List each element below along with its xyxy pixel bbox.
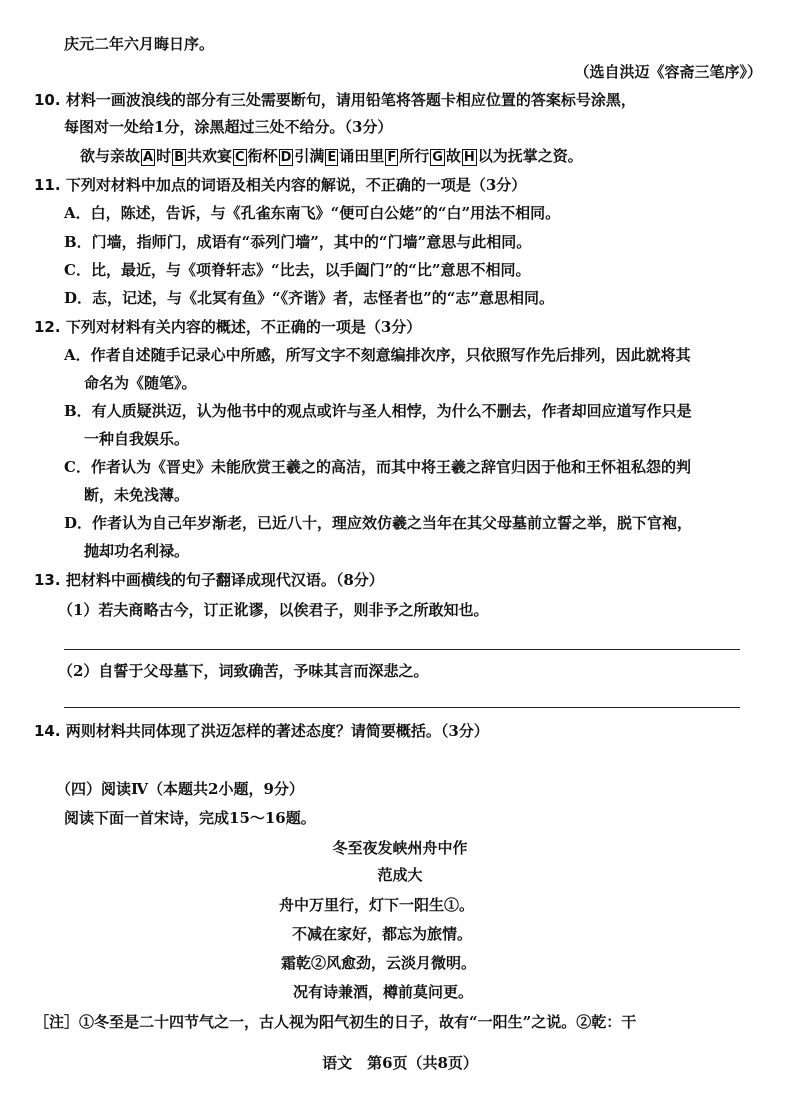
q12-option-b-line1: B．有人质疑洪迈，认为他书中的观点或许与圣人相悖，为什么不删去，作者却回应道写作只是 (64, 402, 692, 420)
segment: 以为抚掌之资。 (477, 147, 583, 165)
poem-author: 范成大 (377, 866, 423, 884)
q11-option-d: D．志，记述，与《北冥有鱼》“《齐谐》者，志怪者也”的“志”意思相同。 (64, 289, 555, 307)
q12-option-c-line1: C．作者认为《晋史》未能欣赏王羲之的高洁，而其中将王羲之辞官归因于他和王怀祖私怨的判 (64, 458, 691, 476)
q13-item-1: （1）若夫商略古今，订正讹谬，以俟君子，则非予之所敢知也。 (58, 601, 489, 619)
q11-option-c: C．比，最近，与《项脊轩志》“比去，以手阖门”的“比”意思不相同。 (64, 261, 531, 279)
section-heading: （四）阅读Ⅳ（本题共2小题，9分） (56, 780, 304, 798)
q13-stem-text: 把材料中画横线的句子翻译成现代汉语。（8分） (65, 571, 384, 589)
segment: 衔杯 (247, 147, 278, 165)
segment: 故 (445, 147, 461, 165)
q11-option-a: A．白，陈述，告诉，与《孔雀东南飞》“便可白公姥”的“白”用法不相同。 (64, 204, 561, 222)
mark-f[interactable]: F (387, 150, 397, 165)
q14-stem (34, 721, 489, 741)
q12-option-b-line2: 一种自我娱乐。 (84, 430, 190, 448)
mark-a[interactable]: A (143, 150, 154, 165)
q11-number: 11. (34, 176, 61, 194)
page-footer: 语文 第6页（共8页） (322, 1054, 478, 1072)
q12-option-a-line2: 命名为《随笔》。 (84, 374, 197, 392)
mark-c[interactable]: C (235, 150, 245, 165)
q12-stem-text: 下列对材料有关内容的概述，不正确的一项是（3分） (65, 318, 422, 336)
segment: 共欢宴 (187, 147, 233, 165)
q13-answer-line-2[interactable] (64, 707, 740, 708)
q11-stem (34, 175, 526, 195)
poem-line: 不减在家好，都忘为旅情。 (292, 925, 473, 943)
mark-g[interactable]: G (432, 150, 443, 165)
section-instruction: 阅读下面一首宋诗，完成15～16题。 (64, 809, 316, 827)
segment: 诵田里 (339, 147, 385, 165)
preface-end: 庆元二年六月晦日序。 (64, 35, 215, 53)
q13-item-2: （2）自誓于父母墓下，词致确苦，予味其言而深悲之。 (58, 662, 429, 680)
segment: 欲与亲故 (80, 147, 141, 165)
q13-stem (34, 570, 384, 590)
q10-stem (34, 90, 636, 110)
q12-option-d-line1: D．作者认为自己年岁渐老，已近八十，理应效仿羲之当年在其父母墓前立誓之举，脱下官袍， (64, 514, 693, 532)
segment: 时 (156, 147, 172, 165)
q12-option-a-line1: A．作者自述随手记录心中所感，所写文字不刻意编排次序，只依照写作先后排列，因此就将其 (64, 346, 691, 364)
q14-stem-text: 两则材料共同体现了洪迈怎样的著述态度？请简要概括。（3分） (65, 722, 489, 740)
poem-line: 霜乾②风愈劲，云淡月微明。 (281, 954, 477, 972)
q11-stem-text: 下列对材料中加点的词语及相关内容的解说，不正确的一项是（3分） (65, 176, 527, 194)
source-citation: （选自洪迈《容斋三笔序》） (574, 63, 762, 81)
q10-sentence (80, 146, 583, 166)
q10-text2: 每图对一处给1分，涂黑超过三处不给分。（3分） (64, 118, 393, 136)
q13-number: 13. (34, 571, 61, 589)
poem-line: 舟中万里行，灯下一阳生①。 (279, 896, 475, 914)
segment: 所行 (399, 147, 430, 165)
segment: 引满 (294, 147, 325, 165)
mark-b[interactable]: B (174, 150, 185, 165)
q10-number: 10. (34, 91, 61, 109)
q13-answer-line-1[interactable] (64, 649, 740, 650)
q12-stem (34, 317, 421, 337)
poem-line: 况有诗兼酒，樽前莫问更。 (293, 983, 474, 1001)
poem-note: ［注］①冬至是二十四节气之一，古人视为阳气初生的日子，故有“一阳生”之说。②乾：干 (34, 1013, 637, 1031)
q10-text: 材料一画波浪线的部分有三处需要断句，请用铅笔将答题卡相应位置的答案标号涂黑， (65, 91, 636, 109)
mark-h[interactable]: H (463, 150, 475, 165)
q12-option-d-line2: 抛却功名利禄。 (84, 542, 190, 560)
q12-option-c-line2: 断，未免浅薄。 (84, 486, 190, 504)
q14-number: 14. (34, 722, 61, 740)
poem-title: 冬至夜发峡州舟中作 (332, 839, 468, 857)
mark-e[interactable]: E (327, 150, 337, 165)
q12-number: 12. (34, 318, 61, 336)
q11-option-b: B．门墙，指师门，成语有“忝列门墙”，其中的“门墙”意思与此相同。 (64, 233, 532, 251)
mark-d[interactable]: D (280, 150, 292, 165)
